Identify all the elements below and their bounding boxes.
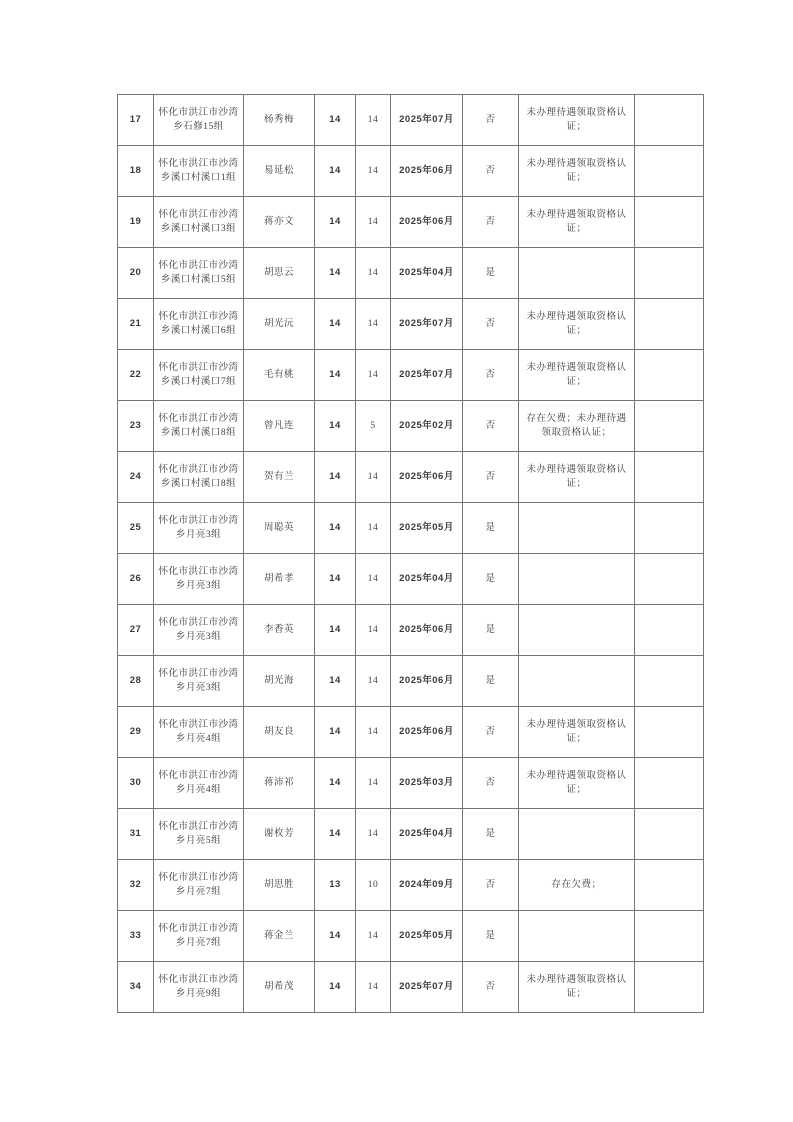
cell-no: 29: [118, 707, 154, 758]
cell-month: 2025年06月: [391, 656, 463, 707]
cell-month: 2025年06月: [391, 452, 463, 503]
cell-no: 26: [118, 554, 154, 605]
cell-name: 曾凡连: [244, 401, 315, 452]
cell-address: 怀化市洪江市沙湾乡溪口村溪口7组: [154, 350, 244, 401]
cell-value1: 14: [315, 503, 356, 554]
cell-flag: 否: [463, 758, 519, 809]
table-body: [118, 95, 704, 1013]
cell-name: 毛有桃: [244, 350, 315, 401]
cell-flag: 否: [463, 962, 519, 1013]
table-row: [118, 146, 704, 197]
cell-flag: 是: [463, 911, 519, 962]
cell-blank: [635, 758, 704, 809]
resident-status-table: [117, 94, 704, 1013]
cell-month: 2025年07月: [391, 962, 463, 1013]
table-row: [118, 503, 704, 554]
cell-flag: 是: [463, 809, 519, 860]
cell-remark: 未办理待遇领取资格认证；: [519, 350, 635, 401]
cell-flag: 是: [463, 503, 519, 554]
cell-remark: [519, 248, 635, 299]
cell-value2: 14: [356, 809, 391, 860]
cell-month: 2025年06月: [391, 707, 463, 758]
cell-remark: [519, 911, 635, 962]
cell-flag: 是: [463, 656, 519, 707]
cell-value1: 14: [315, 656, 356, 707]
cell-remark: [519, 554, 635, 605]
cell-name: 胡光沅: [244, 299, 315, 350]
cell-flag: 否: [463, 860, 519, 911]
cell-value1: 14: [315, 248, 356, 299]
cell-value1: 14: [315, 809, 356, 860]
cell-address: 怀化市洪江市沙湾乡月亮7组: [154, 860, 244, 911]
cell-name: 胡思云: [244, 248, 315, 299]
cell-name: 蒋金兰: [244, 911, 315, 962]
cell-name: 胡光海: [244, 656, 315, 707]
cell-address: 怀化市洪江市沙湾乡溪口村溪口5组: [154, 248, 244, 299]
cell-no: 31: [118, 809, 154, 860]
cell-value2: 14: [356, 197, 391, 248]
cell-no: 34: [118, 962, 154, 1013]
cell-month: 2025年07月: [391, 299, 463, 350]
cell-value1: 14: [315, 146, 356, 197]
cell-no: 20: [118, 248, 154, 299]
cell-month: 2025年04月: [391, 554, 463, 605]
cell-value1: 14: [315, 605, 356, 656]
cell-remark: 未办理待遇领取资格认证；: [519, 452, 635, 503]
cell-month: 2025年04月: [391, 809, 463, 860]
cell-month: 2025年06月: [391, 197, 463, 248]
cell-flag: 是: [463, 554, 519, 605]
cell-address: 怀化市洪江市沙湾乡月亮4组: [154, 707, 244, 758]
cell-remark: 未办理待遇领取资格认证；: [519, 758, 635, 809]
cell-address: 怀化市洪江市沙湾乡溪口村溪口8组: [154, 401, 244, 452]
cell-remark: [519, 656, 635, 707]
cell-value1: 14: [315, 350, 356, 401]
cell-value2: 5: [356, 401, 391, 452]
table-row: [118, 452, 704, 503]
table-row: [118, 707, 704, 758]
table-row: [118, 197, 704, 248]
cell-name: 易延松: [244, 146, 315, 197]
cell-no: 33: [118, 911, 154, 962]
cell-name: 胡希孝: [244, 554, 315, 605]
cell-month: 2025年07月: [391, 350, 463, 401]
cell-no: 21: [118, 299, 154, 350]
cell-value1: 14: [315, 197, 356, 248]
table-row: [118, 656, 704, 707]
cell-value2: 14: [356, 503, 391, 554]
table-row: [118, 248, 704, 299]
cell-value2: 14: [356, 707, 391, 758]
cell-flag: 否: [463, 350, 519, 401]
cell-name: 周聪英: [244, 503, 315, 554]
cell-blank: [635, 299, 704, 350]
cell-address: 怀化市洪江市沙湾乡月亮4组: [154, 758, 244, 809]
cell-blank: [635, 95, 704, 146]
cell-value2: 14: [356, 452, 391, 503]
cell-blank: [635, 656, 704, 707]
cell-address: 怀化市洪江市沙湾乡溪口村溪口1组: [154, 146, 244, 197]
cell-name: 蒋沛祁: [244, 758, 315, 809]
cell-blank: [635, 401, 704, 452]
cell-value2: 14: [356, 554, 391, 605]
cell-blank: [635, 452, 704, 503]
cell-month: 2025年04月: [391, 248, 463, 299]
cell-address: 怀化市洪江市沙湾乡月亮3组: [154, 503, 244, 554]
cell-flag: 否: [463, 197, 519, 248]
cell-no: 24: [118, 452, 154, 503]
cell-blank: [635, 503, 704, 554]
cell-blank: [635, 605, 704, 656]
cell-value1: 14: [315, 95, 356, 146]
cell-blank: [635, 197, 704, 248]
cell-address: 怀化市洪江市沙湾乡溪口村溪口8组: [154, 452, 244, 503]
cell-blank: [635, 809, 704, 860]
cell-flag: 否: [463, 452, 519, 503]
cell-no: 28: [118, 656, 154, 707]
cell-remark: 存在欠费；未办理待遇领取资格认证；: [519, 401, 635, 452]
cell-blank: [635, 350, 704, 401]
cell-name: 胡思胜: [244, 860, 315, 911]
table-row: [118, 554, 704, 605]
cell-value2: 14: [356, 656, 391, 707]
cell-flag: 否: [463, 95, 519, 146]
table-row: [118, 350, 704, 401]
cell-name: 谢枚芳: [244, 809, 315, 860]
cell-flag: 是: [463, 248, 519, 299]
cell-month: 2025年05月: [391, 503, 463, 554]
cell-value2: 14: [356, 758, 391, 809]
cell-month: 2025年02月: [391, 401, 463, 452]
cell-address: 怀化市洪江市沙湾乡月亮3组: [154, 605, 244, 656]
table-row: [118, 605, 704, 656]
cell-name: 蒋亦文: [244, 197, 315, 248]
cell-no: 25: [118, 503, 154, 554]
cell-value2: 14: [356, 146, 391, 197]
cell-flag: 是: [463, 605, 519, 656]
cell-value2: 14: [356, 248, 391, 299]
cell-remark: 未办理待遇领取资格认证；: [519, 197, 635, 248]
cell-flag: 否: [463, 299, 519, 350]
cell-address: 怀化市洪江市沙湾乡月亮5组: [154, 809, 244, 860]
cell-value1: 14: [315, 707, 356, 758]
cell-no: 19: [118, 197, 154, 248]
table-row: [118, 962, 704, 1013]
cell-no: 17: [118, 95, 154, 146]
table-row: [118, 758, 704, 809]
cell-blank: [635, 860, 704, 911]
cell-name: 李香英: [244, 605, 315, 656]
cell-no: 27: [118, 605, 154, 656]
cell-address: 怀化市洪江市沙湾乡月亮9组: [154, 962, 244, 1013]
cell-month: 2025年06月: [391, 146, 463, 197]
cell-flag: 否: [463, 146, 519, 197]
cell-remark: 未办理待遇领取资格认证；: [519, 146, 635, 197]
cell-remark: [519, 503, 635, 554]
cell-value1: 14: [315, 452, 356, 503]
cell-blank: [635, 554, 704, 605]
cell-month: 2025年06月: [391, 605, 463, 656]
cell-no: 32: [118, 860, 154, 911]
cell-value1: 14: [315, 299, 356, 350]
table-row: [118, 299, 704, 350]
table-row: [118, 95, 704, 146]
cell-name: 贺有兰: [244, 452, 315, 503]
cell-no: 22: [118, 350, 154, 401]
cell-remark: [519, 809, 635, 860]
cell-value1: 14: [315, 758, 356, 809]
cell-remark: 未办理待遇领取资格认证；: [519, 95, 635, 146]
cell-no: 30: [118, 758, 154, 809]
cell-value2: 14: [356, 962, 391, 1013]
table-row: [118, 860, 704, 911]
cell-month: 2025年05月: [391, 911, 463, 962]
cell-remark: 未办理待遇领取资格认证；: [519, 962, 635, 1013]
cell-value1: 14: [315, 401, 356, 452]
cell-value2: 14: [356, 95, 391, 146]
cell-flag: 否: [463, 401, 519, 452]
cell-address: 怀化市洪江市沙湾乡溪口村溪口6组: [154, 299, 244, 350]
cell-value2: 14: [356, 350, 391, 401]
cell-blank: [635, 248, 704, 299]
cell-blank: [635, 962, 704, 1013]
cell-month: 2025年07月: [391, 95, 463, 146]
cell-no: 23: [118, 401, 154, 452]
cell-value2: 14: [356, 911, 391, 962]
cell-month: 2025年03月: [391, 758, 463, 809]
cell-remark: [519, 605, 635, 656]
cell-remark: 未办理待遇领取资格认证；: [519, 707, 635, 758]
table-row: [118, 911, 704, 962]
cell-name: 杨秀梅: [244, 95, 315, 146]
cell-blank: [635, 911, 704, 962]
cell-name: 胡友良: [244, 707, 315, 758]
cell-blank: [635, 146, 704, 197]
cell-value2: 14: [356, 299, 391, 350]
cell-value1: 14: [315, 911, 356, 962]
cell-no: 18: [118, 146, 154, 197]
cell-value2: 10: [356, 860, 391, 911]
cell-value1: 14: [315, 554, 356, 605]
cell-address: 怀化市洪江市沙湾乡月亮7组: [154, 911, 244, 962]
cell-value1: 14: [315, 962, 356, 1013]
table-row: [118, 809, 704, 860]
cell-address: 怀化市洪江市沙湾乡月亮3组: [154, 656, 244, 707]
cell-flag: 否: [463, 707, 519, 758]
cell-remark: 未办理待遇领取资格认证；: [519, 299, 635, 350]
cell-blank: [635, 707, 704, 758]
cell-value1: 13: [315, 860, 356, 911]
cell-value2: 14: [356, 605, 391, 656]
cell-name: 胡希茂: [244, 962, 315, 1013]
cell-address: 怀化市洪江市沙湾乡月亮3组: [154, 554, 244, 605]
cell-month: 2024年09月: [391, 860, 463, 911]
table-row: [118, 401, 704, 452]
cell-address: 怀化市洪江市沙湾乡溪口村溪口3组: [154, 197, 244, 248]
cell-remark: 存在欠费；: [519, 860, 635, 911]
cell-address: 怀化市洪江市沙湾乡石修15组: [154, 95, 244, 146]
